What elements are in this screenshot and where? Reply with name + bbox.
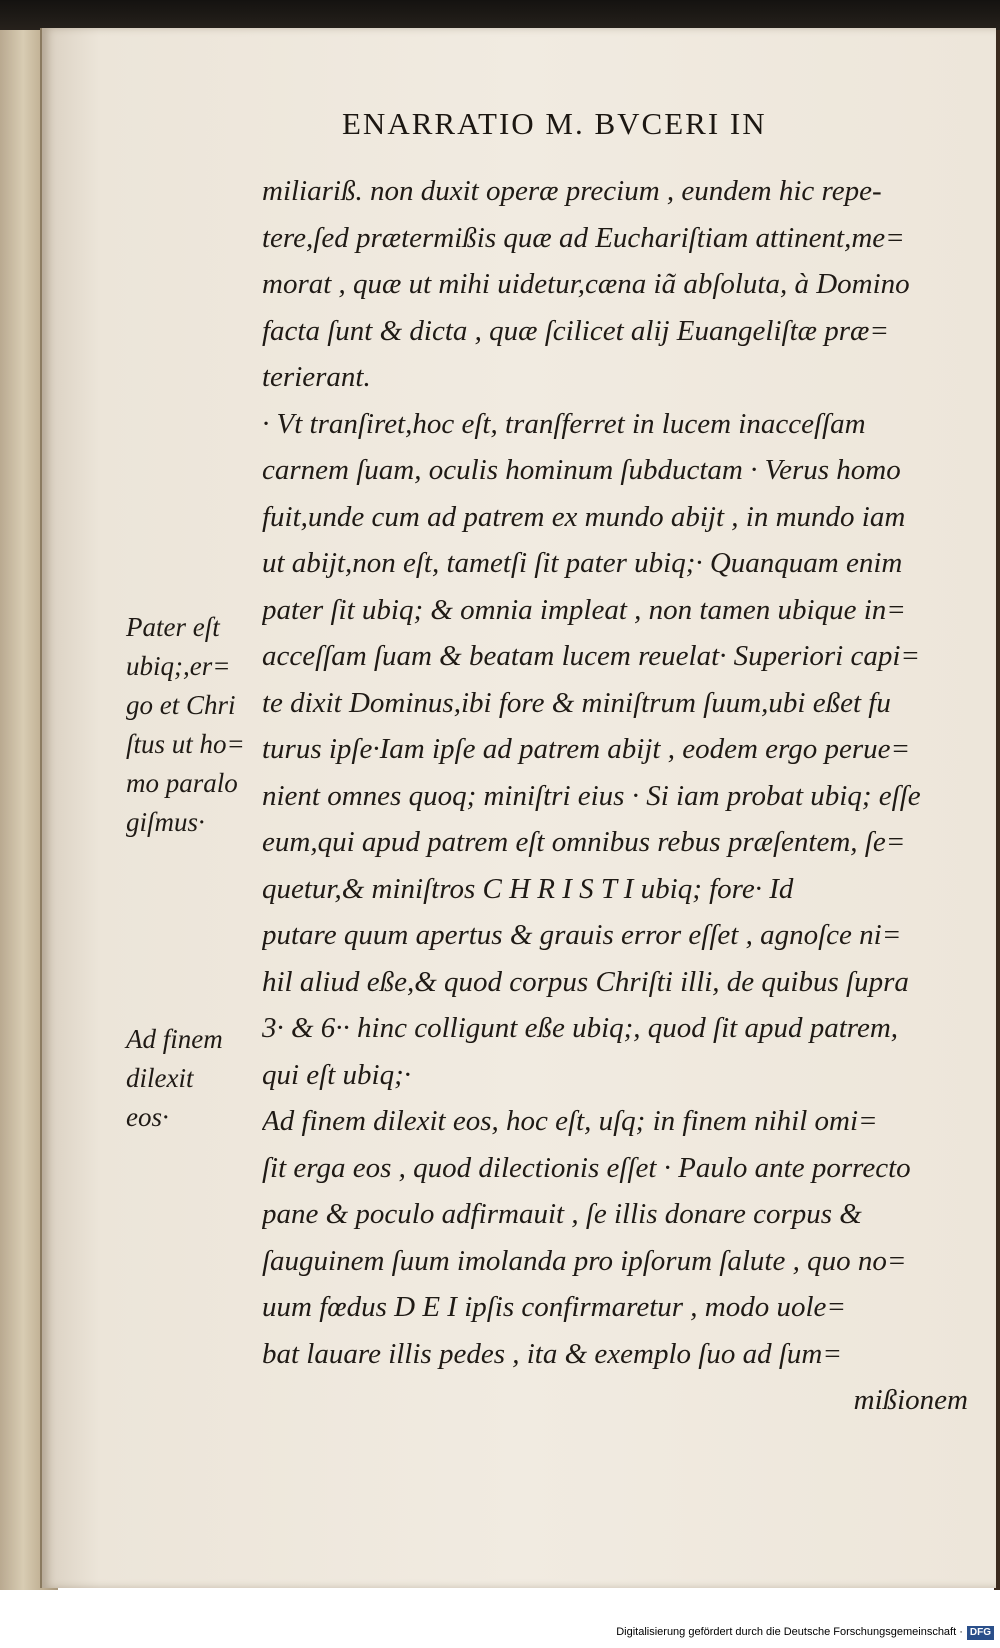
text-line: uum fœdus D E I ipſis confirmaretur , modo uole= (262, 1291, 846, 1323)
text-line: nient omnes quoq; miniſtri eius · Si iam probat ubiq; eſſe (262, 779, 921, 812)
margin-note-line: dilexit (126, 1063, 194, 1093)
text-line: putare quum apertus & grauis error eſſet , agnoſce ni= (262, 919, 902, 951)
running-header: ENARRATIO M. BVCERI IN (342, 106, 767, 141)
text-line: terierant. (262, 361, 371, 393)
text-line: acceſſam ſuam & beatam lucem reuelat· Superiori capi= (262, 640, 920, 672)
text-line: facta ſunt & dicta , quæ ſcilicet alij Euangeliſtæ præ= (262, 314, 889, 347)
text-line: Ad finem dilexit eos, hoc eſt, uſq; in finem nihil omi= (262, 1105, 878, 1137)
digitization-credit (604, 1626, 994, 1644)
margin-note-line: giſmus· (126, 807, 205, 837)
text-line: ſit erga eos , quod dilectionis eſſet · Paulo ante porrecto (262, 1151, 911, 1184)
catchword: mißionem (853, 1384, 968, 1416)
margin-note-line: mo paralo (126, 768, 238, 798)
text-line: fuit,unde cum ad patrem ex mundo abijt , in mundo iam (262, 500, 906, 533)
dfg-logo-icon: DFG (967, 1626, 994, 1640)
text-line: morat , quæ ut mihi uidetur,cæna iã abſoluta, à Domino (262, 268, 910, 300)
margin-note-ad-finem (126, 1020, 223, 1137)
margin-note-pater (126, 608, 245, 842)
text-line: miliariß. non duxit operæ precium , eundem hic repe- (262, 175, 882, 207)
text-line: ſauguinem ſuum imolanda pro ipſorum ſalute , quo no= (262, 1244, 907, 1277)
text-line: qui eſt ubiq;· (262, 1058, 412, 1091)
text-line: 3· & 6·· hinc colligunt eße ubiq;, quod ſit apud patrem, (262, 1012, 899, 1044)
text-line: eum,qui apud patrem eſt omnibus rebus præſentem, ſe= (262, 826, 906, 858)
margin-note-line: go et Chri (126, 690, 236, 720)
text-line: ut abijt,non eſt, tametſi ſit pater ubiq;· Quanquam enim (262, 547, 903, 579)
text-line: te dixit Dominus,ibi fore & miniſtrum ſuum,ubi eßet fu (262, 686, 891, 719)
margin-note-line: Ad finem (126, 1024, 223, 1054)
main-text-block (262, 168, 968, 1424)
text-line: turus ipſe·Iam ipſe ad patrem abijt , eodem ergo perue= (262, 733, 911, 765)
text-line: · Vt tranſiret,hoc eſt, tranſferret in lucem inacceſſam (262, 407, 866, 440)
text-line: bat lauare illis pedes , ita & exemplo ſuo ad ſum= (262, 1337, 842, 1370)
text-line: pane & poculo adfirmauit , ſe illis donare corpus & (262, 1198, 862, 1230)
margin-note-line: ſtus ut ho= (126, 729, 245, 759)
text-line: quetur,& miniſtros C H R I S T I ubiq; fore· Id (262, 872, 794, 905)
credit-text: Digitalisierung gefördert durch die Deutsche Forschungsgemeinschaft · (616, 1626, 963, 1638)
text-line: carnem ſuam, oculis hominum ſubductam · Verus homo (262, 454, 901, 486)
text-line: pater ſit ubiq; & omnia impleat , non tamen ubique in= (262, 593, 906, 626)
margin-note-line: ubiq;,er= (126, 651, 231, 681)
margin-note-line: eos· (126, 1102, 169, 1132)
text-line: tere,ſed prætermißis quæ ad Euchariſtiam attinent,me= (262, 221, 905, 254)
text-line: hil aliud eße,& quod corpus Chriſti illi, de quibus ſupra (262, 965, 909, 998)
margin-note-line: Pater eſt (126, 612, 220, 642)
